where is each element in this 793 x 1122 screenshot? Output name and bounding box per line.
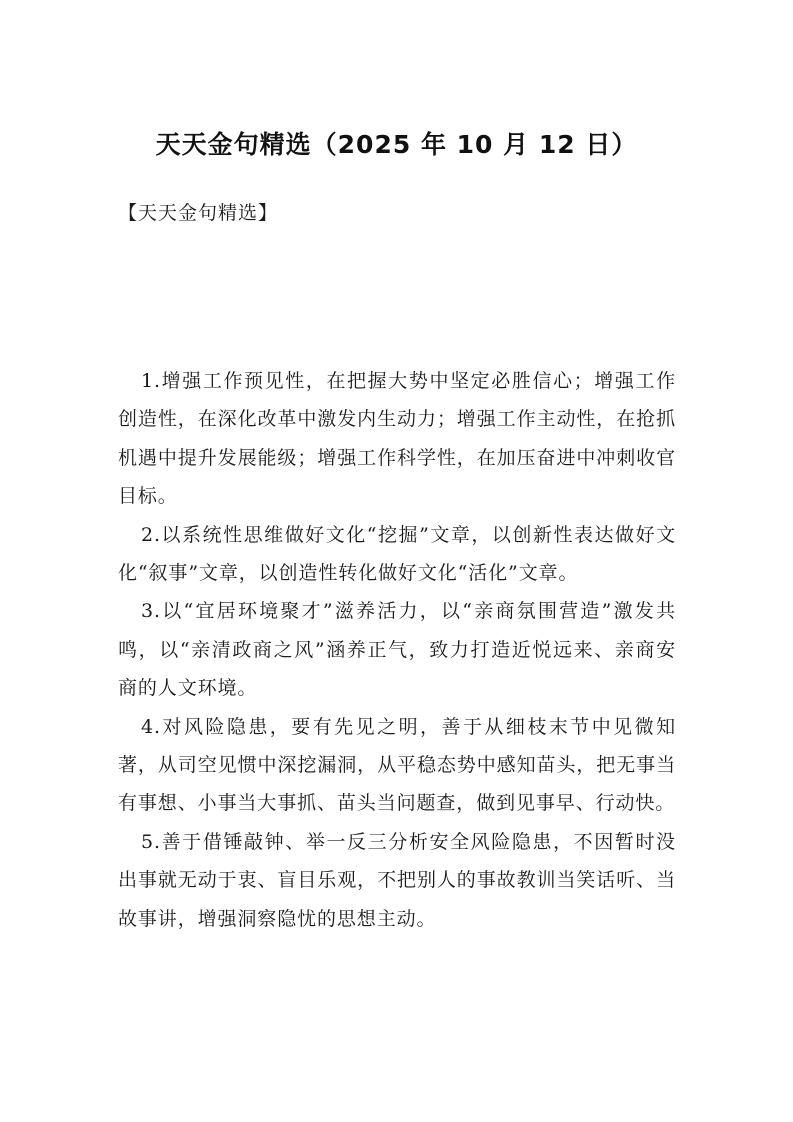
quote-paragraph-5: 5.善于借锤敲钟、举一反三分析安全风险隐患，不因暂时没出事就无动于衷、盲目乐观，不把别人的事故教训当笑话听、当故事讲，增强洞察隐忧的思想主动。 [118,830,676,930]
quote-paragraph-1: 1.增强工作预见性，在把握大势中坚定必胜信心；增强工作创造性，在深化改革中激发内生动力；增强工作主动性，在抢抓机遇中提升发展能级；增强工作科学性，在加压奋进中冲刺收官目标。 [118,370,676,508]
quote-paragraph-2: 2.以系统性思维做好文化“挖掘”文章，以创新性表达做好文化“叙事”文章，以创造性转化做好文化“活化”文章。 [118,523,676,585]
quote-paragraph-4: 4.对风险隐患，要有先见之明，善于从细枝末节中见微知著，从司空见惯中深挖漏洞，从平稳态势中感知苗头，把无事当有事想、小事当大事抓、苗头当问题查，做到见事早、行动快。 [118,715,676,815]
quote-paragraph-3: 3.以“宜居环境聚才”滋养活力，以“亲商氛围营造”激发共鸣，以“亲清政商之风”涵养正气，致力打造近悦远来、亲商安商的人文环境。 [118,600,676,700]
document-title: 天天金句精选（2025 年 10 月 12 日） [155,130,638,159]
document-body [118,362,676,938]
section-label: 【天天金句精选】 [118,202,279,224]
